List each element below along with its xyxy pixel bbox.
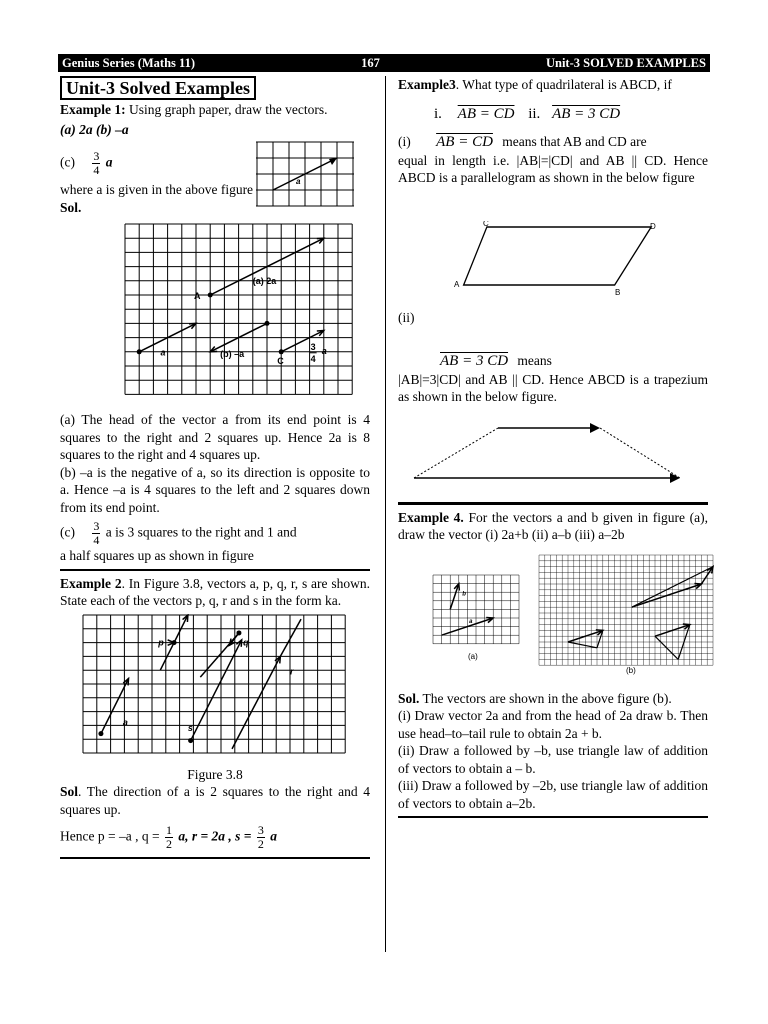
page-header [58,54,710,72]
header-page-number: 167 [361,55,380,70]
fig38-label-a: a [122,716,128,727]
vector-a-small-grid [256,141,356,209]
trapezium-svg [408,408,698,496]
example1-c-fraction: $\frac{3}{4}$ [93,149,100,177]
example4-text: For the vectors a and b given in figure (a), draw the vector (i) 2a+b (ii) a–b (iii) a–2b [398,509,708,542]
parallelogram-figure [398,221,708,309]
p1-equation: AB = CD [436,134,493,150]
example1-block [60,101,370,217]
p2-equation: AB = 3 CD [440,353,509,369]
section-divider-right [398,502,708,505]
example2-text: . In Figure 3.8, vectors a, p, q, r, s are shown. State each of the vectors p, q, r and s in the form ka. [60,575,370,608]
sol2-label: Sol [60,784,79,799]
figa-label-a: a [469,618,473,625]
para-label-d: D [650,221,656,231]
sol4-item-iii: (iii) Draw a followed by –2b, use triangle law of addition of vectors to obtain a–2b. [398,778,708,811]
example1-label: Example 1: [60,102,126,117]
label-a: a [160,347,166,358]
graph-figure-a [432,574,520,650]
figa-label-b: b [462,591,466,598]
example3-text: . What type of quadrilateral is ABCD, if [455,77,672,92]
vector-three-quarter-a-arrow [281,331,324,352]
p2-text: |AB|=3|CD| and AB || CD. Hence ABCD is a trapezium as shown in the below figure. [398,371,708,404]
hence-equation: Hence p = –a , q = $\frac{1}{2}$ a, r = 2a , s = $\frac{3}{2}$ a [60,823,277,851]
p1-text2: equal in length i.e. |AB|=|CD| and AB || CD. Hence ABCD is a parallelogram as shown in the below figure [398,152,708,185]
example1-c-var: a [105,154,113,170]
section-divider-left [60,569,370,571]
ii-label: (ii) [398,309,415,325]
para-c-text: a is 3 squares to the right and 1 and [105,524,297,540]
graph-paper-1 [124,223,356,399]
example4-label: Example 4. [398,509,464,525]
example3-label: Example3 [398,77,456,92]
bottom-divider-left [60,857,370,859]
para-label-b: B [615,287,621,297]
figure-caption-3-8: Figure 3.8 [187,766,243,782]
para-label-c: C [483,220,489,228]
point-a-label: A [194,291,201,301]
p1-lead: (i) [398,134,411,149]
para-a: (a) The head of the vector a from its end point is 4 squares to the right and 2 squares up. Hence 2a is 8 squares to the right and 4 squares up. [60,412,370,462]
example1-c-label: (c) [60,154,75,170]
column-divider [385,76,386,952]
where-text: where a is given in the above figure [60,182,254,197]
example2-label: Example 2 [60,575,122,591]
sol4-label: Sol. [398,690,420,706]
para-c-fraction: $\frac{3}{4}$ [93,519,100,547]
header-chapter: Unit-3 SOLVED EXAMPLES [545,55,706,70]
sol2-text: . The direction of a is 2 squares to the right and 4 squares up. [60,784,370,817]
label-fraction-den: 4 [310,353,316,364]
example1-parts: (a) 2a (b) –a [60,121,129,137]
header-book-title: Genius Series (Maths 11) [62,55,195,70]
label-2a: (a) 2a [252,275,277,286]
trapezium-figure [398,406,708,498]
example4-figures [398,554,708,678]
figure-vectors-grid [60,223,370,405]
example1-text: Using graph paper, draw the vectors. [125,102,328,117]
example3-items: i. AB = CD ii. AB = 3 CD [434,105,621,122]
graph-paper-2 [82,614,358,762]
sol4-item-ii: (ii) Draw a followed by –b, use triangle law of addition of vectors to obtain a – b. [398,743,708,776]
sol4-text: The vectors are shown in the above figure (b). [419,690,672,706]
label-neg-a: (b) –a [220,348,245,359]
fig38-label-r: r [290,665,294,676]
fig38-label-p: p [158,636,164,647]
sol-label: Sol. [60,199,82,215]
label-fraction-num: 3 [310,341,316,352]
figure-3-8 [60,614,370,764]
para-c-continued: a half squares up as shown in figure [60,548,254,563]
right-column [398,76,708,822]
figure-a-caption: (a) [468,651,478,661]
fig38-label-q: q [243,636,249,647]
vector-a-label: a [296,177,301,186]
graph-figure-b [538,554,714,666]
fig38-label-s: s [187,722,193,733]
unit-title: Unit-3 Solved Examples [60,76,256,100]
point-c-label: C [277,355,284,366]
left-column [60,76,370,863]
p2-means: means [517,353,552,368]
para-label-a: A [454,279,460,289]
bottom-divider-right [398,816,708,818]
parallelogram-svg [452,221,662,303]
para-c-label: (c) [60,524,75,540]
para-b: (b) –a is the negative of a, so its direction is opposite to a. Hence –a is 4 squares to the left and 2 squares down from its end point. [60,464,370,515]
label-fraction-var: a [321,345,327,356]
sol4-item-i: (i) Draw vector 2a and from the head of 2a draw b. Then use head–to–tail rule to obtain 2a + b. [398,708,708,741]
figb-vector-a-minus-b [568,642,597,648]
figure-b-caption: (b) [626,665,636,675]
p1-text1: means that AB and CD are [502,134,647,149]
